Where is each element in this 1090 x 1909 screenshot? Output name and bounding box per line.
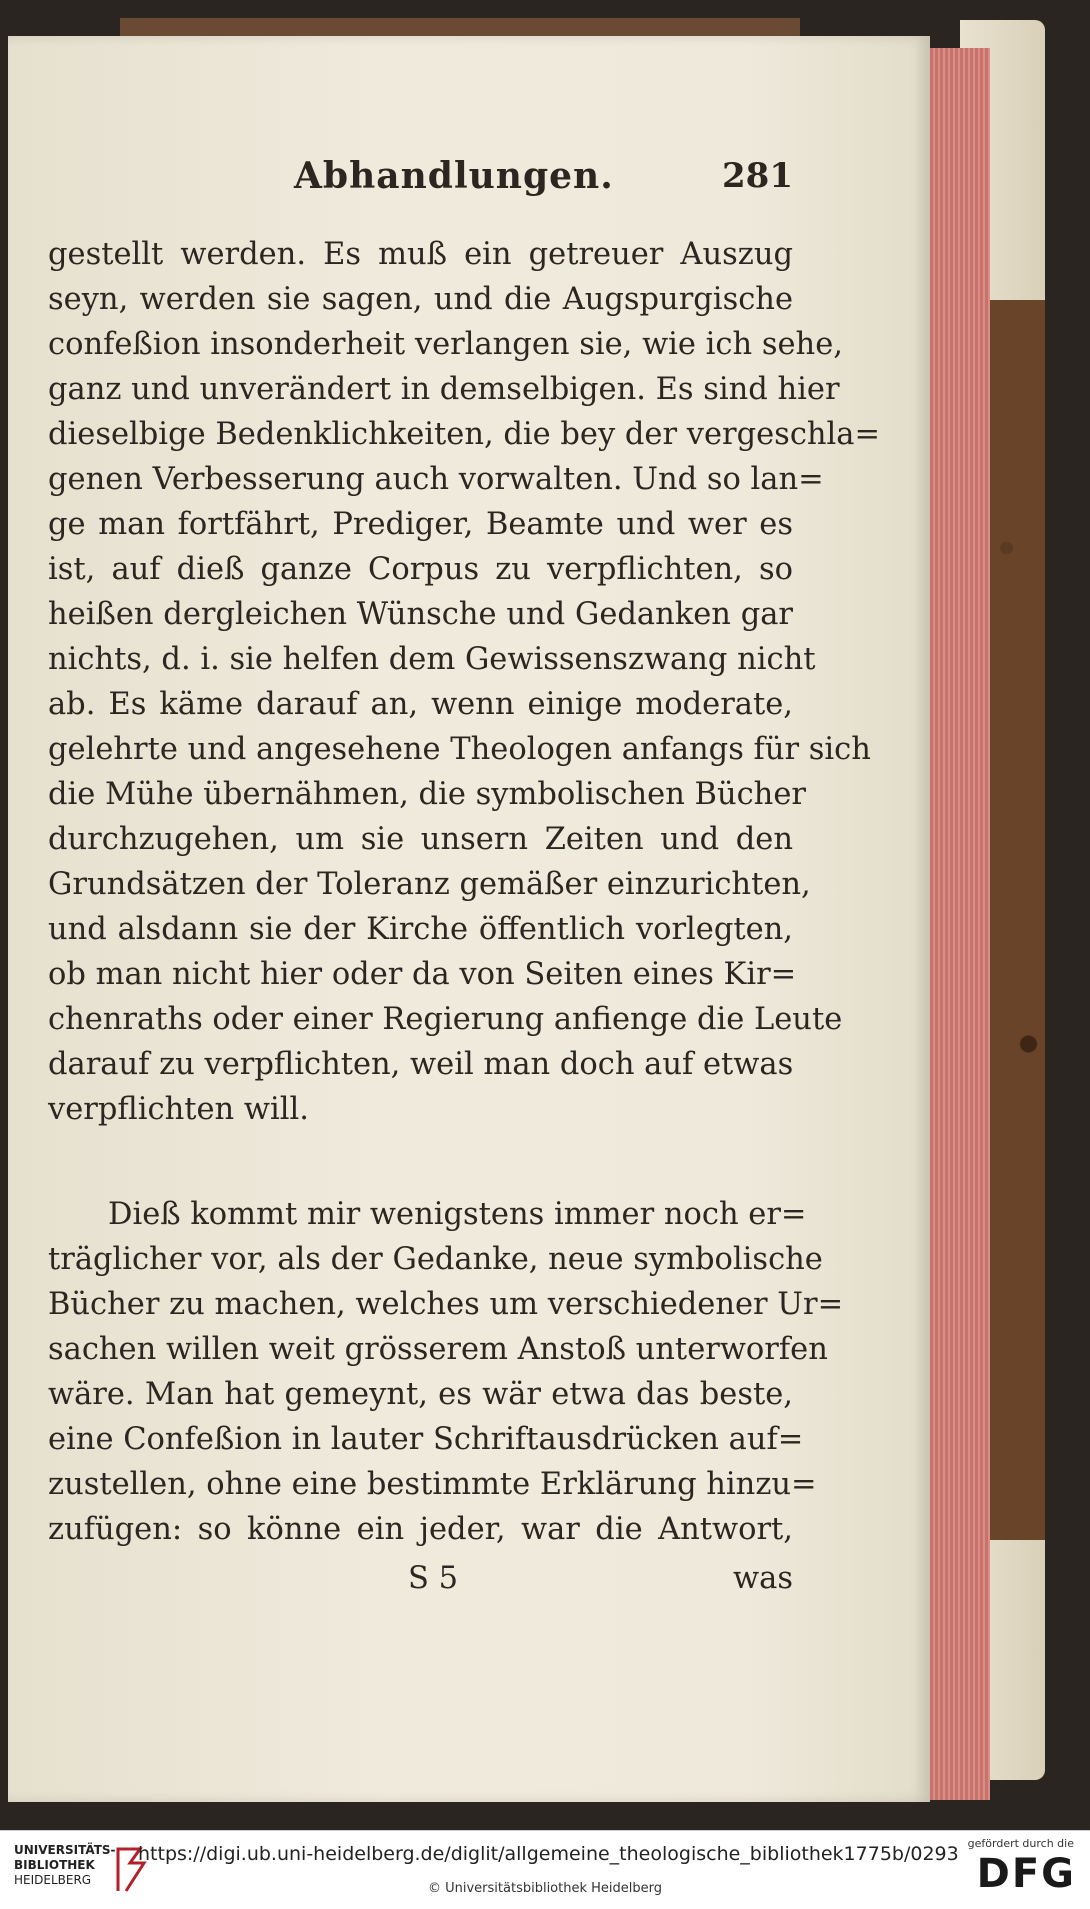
text-line: die Mühe übernähmen, die symbolischen Bücher: [48, 777, 806, 812]
text-line: Dieß kommt mir wenigstens immer noch er=: [108, 1197, 807, 1232]
text-line: Grundsätzen der Toleranz gemäßer einzurichten,: [48, 867, 811, 902]
catchword: was: [733, 1561, 793, 1596]
text-line: Bücher zu machen, welches um verschiedener Ur=: [48, 1287, 844, 1322]
library-name-line: HEIDELBERG: [14, 1873, 92, 1887]
text-line: dieselbige Bedenklichkeiten, die bey der vergeschla=: [48, 417, 881, 452]
library-name-line: BIBLIOTHEK: [14, 1858, 95, 1872]
text-line: ganz und unverändert in demselbigen. Es sind hier: [48, 372, 840, 407]
text-line: ge man fortfährt, Prediger, Beamte und wer es: [48, 507, 793, 542]
text-line: nichts, d. i. sie helfen dem Gewissenszwang nicht: [48, 642, 816, 677]
text-line: durchzugehen, um sie unsern Zeiten und den: [48, 822, 793, 857]
library-name-line: UNIVERSITÄTS-: [14, 1843, 116, 1857]
text-line: confeßion insonderheit verlangen sie, wie ich sehe,: [48, 327, 843, 362]
text-line: zustellen, ohne eine bestimmte Erklärung hinzu=: [48, 1467, 817, 1502]
viewer-footer-bar: [0, 1830, 1090, 1909]
book-page: [8, 36, 930, 1802]
cover-foxing: [990, 300, 1045, 1540]
text-line: zufügen: so könne ein jeder, war die Antwort,: [48, 1512, 793, 1547]
paragraph-1: [48, 232, 881, 1132]
dfg-logo[interactable]: DFG: [976, 1851, 1076, 1897]
text-line: chenraths oder einer Regierung anfienge die Leute: [48, 1002, 843, 1037]
text-line: darauf zu verpflichten, weil man doch auf etwas: [48, 1047, 794, 1082]
text-line: seyn, werden sie sagen, und die Augspurgische: [48, 282, 793, 317]
page-footer: [48, 1556, 793, 1601]
text-line: verpflichten will.: [48, 1092, 309, 1127]
paragraph-gap: [48, 1132, 793, 1192]
text-line: sachen willen weit grösserem Anstoß unterworfen: [48, 1332, 828, 1367]
text-line: ist, auf dieß ganze Corpus zu verpflichten, so: [48, 552, 793, 587]
red-page-edges: [928, 48, 990, 1800]
copyright-notice: © Universitätsbibliothek Heidelberg: [427, 1881, 662, 1896]
text-line: gelehrte und angesehene Theologen anfangs für sich: [48, 732, 871, 767]
text-line: ob man nicht hier oder da von Seiten eines Kir=: [48, 957, 797, 992]
text-line: gestellt werden. Es muß ein getreuer Auszug: [48, 237, 793, 272]
text-line: ab. Es käme darauf an, wenn einige moderate,: [48, 687, 793, 722]
text-line: heißen dergleichen Wünsche und Gedanken gar: [48, 597, 793, 632]
page-text: [48, 154, 881, 1601]
text-line: genen Verbesserung auch vorwalten. Und so lan=: [48, 462, 824, 497]
text-line: eine Confeßion in lauter Schriftausdrücken auf=: [48, 1422, 804, 1457]
page-header: [48, 154, 793, 232]
page-number: 281: [722, 156, 793, 196]
text-line: und alsdann sie der Kirche öffentlich vorlegten,: [48, 912, 793, 947]
text-line: träglicher vor, als der Gedanke, neue symbolische: [48, 1242, 823, 1277]
text-line: wäre. Man hat gemeynt, es wär etwa das beste,: [48, 1377, 793, 1412]
running-title: Abhandlungen.: [294, 155, 614, 197]
signature-mark: S 5: [408, 1561, 458, 1596]
paragraph-2: [48, 1192, 844, 1552]
permalink-url[interactable]: https://digi.ub.uni-heidelberg.de/diglit/allgemeine_theologische_bibliothek1775b/0293: [138, 1843, 959, 1865]
funder-caption: gefördert durch die: [967, 1837, 1074, 1850]
